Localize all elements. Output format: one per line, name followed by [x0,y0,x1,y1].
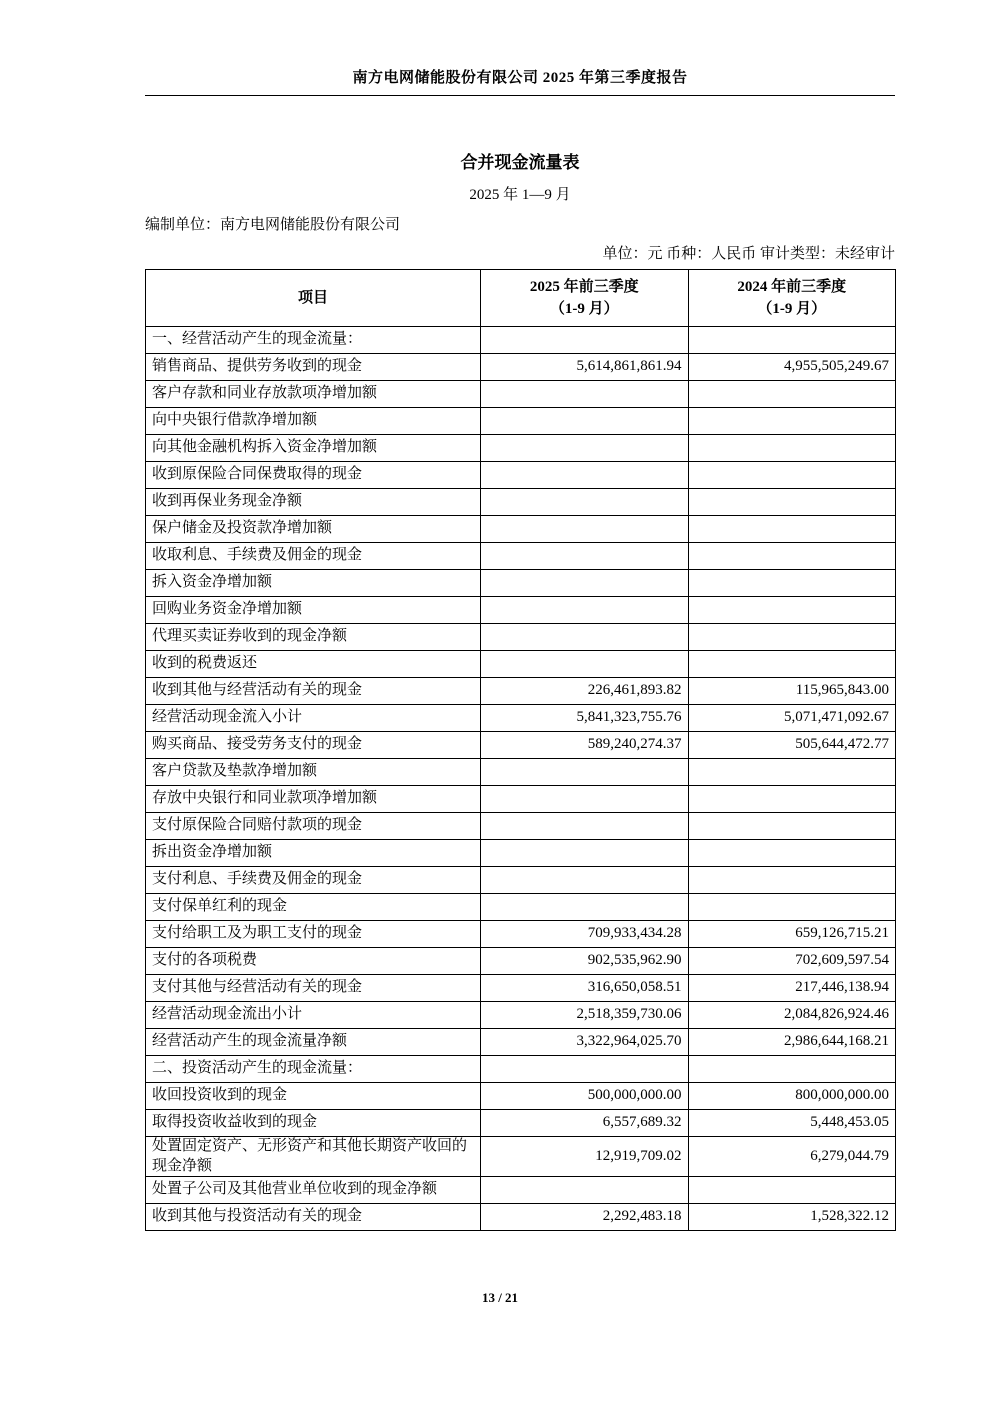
section-row [146,327,896,354]
table-row [146,1137,896,1177]
value-2025: 226,461,893.82 [481,678,689,705]
value-2024 [688,1056,896,1083]
row-label: 支付利息、手续费及佣金的现金 [146,867,481,894]
value-2025 [481,597,689,624]
table-header-row [146,270,896,327]
table-row [146,1110,896,1137]
table-row [146,489,896,516]
value-2025 [481,894,689,921]
cashflow-table-body [146,327,896,1231]
value-2024: 1,528,322.12 [688,1204,896,1231]
row-label: 经营活动现金流入小计 [146,705,481,732]
value-2025 [481,543,689,570]
row-label: 收到的税费返还 [146,651,481,678]
value-2025 [481,408,689,435]
row-label: 处置固定资产、无形资产和其他长期资产收回的现金净额 [146,1137,481,1177]
section-label: 二、投资活动产生的现金流量： [146,1056,481,1083]
value-2024 [688,867,896,894]
value-2024: 115,965,843.00 [688,678,896,705]
row-label: 收到其他与经营活动有关的现金 [146,678,481,705]
table-row [146,678,896,705]
value-2024 [688,651,896,678]
table-row [146,408,896,435]
value-2025 [481,786,689,813]
row-label: 收到其他与投资活动有关的现金 [146,1204,481,1231]
table-row [146,516,896,543]
value-2025: 902,535,962.90 [481,948,689,975]
value-2024 [688,543,896,570]
report-header-title: 南方电网储能股份有限公司 2025 年第三季度报告 [352,70,688,86]
value-2025 [481,759,689,786]
row-label: 向中央银行借款净增加额 [146,408,481,435]
row-label: 取得投资收益收到的现金 [146,1110,481,1137]
value-2025 [481,624,689,651]
row-label: 经营活动产生的现金流量净额 [146,1029,481,1056]
value-2025: 5,841,323,755.76 [481,705,689,732]
value-2024 [688,597,896,624]
value-2025 [481,489,689,516]
value-2024: 5,071,471,092.67 [688,705,896,732]
row-label: 支付的各项税费 [146,948,481,975]
page-number: 13 / 21 [481,1290,519,1305]
value-2024 [688,435,896,462]
table-row [146,786,896,813]
table-row [146,651,896,678]
row-label: 回购业务资金净增加额 [146,597,481,624]
section-row [146,1056,896,1083]
row-label: 支付原保险合同赔付款项的现金 [146,813,481,840]
table-row [146,705,896,732]
column-header-2024-line2: （1-9 月） [757,301,827,317]
value-2025 [481,840,689,867]
row-label: 保户储金及投资款净增加额 [146,516,481,543]
row-label: 客户贷款及垫款净增加额 [146,759,481,786]
value-2024: 5,448,453.05 [688,1110,896,1137]
value-2024 [688,840,896,867]
row-label: 代理买卖证券收到的现金净额 [146,624,481,651]
table-row [146,840,896,867]
table-row [146,597,896,624]
table-row [146,543,896,570]
value-2025 [481,381,689,408]
value-2025: 6,557,689.32 [481,1110,689,1137]
table-row [146,948,896,975]
row-label: 收取利息、手续费及佣金的现金 [146,543,481,570]
table-row [146,381,896,408]
table-row [146,759,896,786]
table-row [146,435,896,462]
table-row [146,624,896,651]
value-2024: 2,084,826,924.46 [688,1002,896,1029]
value-2025 [481,435,689,462]
column-header-item-label: 项目 [297,289,328,306]
row-label: 收回投资收到的现金 [146,1083,481,1110]
table-row [146,354,896,381]
row-label: 向其他金融机构拆入资金净增加额 [146,435,481,462]
value-2024 [688,327,896,354]
value-2024: 217,446,138.94 [688,975,896,1002]
value-2024 [688,489,896,516]
row-label: 客户存款和同业存放款项净增加额 [146,381,481,408]
value-2025: 2,292,483.18 [481,1204,689,1231]
column-header-2025-line2: （1-9 月） [549,301,619,317]
value-2024: 800,000,000.00 [688,1083,896,1110]
table-row [146,1083,896,1110]
value-2025 [481,867,689,894]
value-2025: 316,650,058.51 [481,975,689,1002]
value-2025 [481,813,689,840]
statement-title: 合并现金流量表 [460,153,580,172]
unit-currency-audit-line: 单位：元 币种：人民币 审计类型：未经审计 [602,246,895,262]
value-2025 [481,1056,689,1083]
table-row [146,1029,896,1056]
row-label: 支付保单红利的现金 [146,894,481,921]
row-label: 拆出资金净增加额 [146,840,481,867]
value-2024 [688,759,896,786]
row-label: 拆入资金净增加额 [146,570,481,597]
cashflow-table [145,269,896,1231]
table-row [146,813,896,840]
value-2025 [481,327,689,354]
value-2024 [688,381,896,408]
table-row [146,975,896,1002]
value-2025: 2,518,359,730.06 [481,1002,689,1029]
value-2024: 2,986,644,168.21 [688,1029,896,1056]
table-row [146,894,896,921]
value-2024 [688,570,896,597]
value-2024 [688,462,896,489]
value-2024: 659,126,715.21 [688,921,896,948]
table-row [146,1002,896,1029]
value-2024 [688,786,896,813]
table-row [146,867,896,894]
row-label: 收到再保业务现金净额 [146,489,481,516]
row-label: 存放中央银行和同业款项净增加额 [146,786,481,813]
value-2025: 500,000,000.00 [481,1083,689,1110]
value-2024 [688,408,896,435]
row-label: 支付给职工及为职工支付的现金 [146,921,481,948]
column-header-item [146,270,481,327]
column-header-2025 [481,270,689,327]
table-row [146,1204,896,1231]
value-2025: 12,919,709.02 [481,1137,689,1177]
value-2025 [481,462,689,489]
value-2024: 6,279,044.79 [688,1137,896,1177]
content-area [145,0,895,1231]
value-2025: 3,322,964,025.70 [481,1029,689,1056]
value-2025: 589,240,274.37 [481,732,689,759]
value-2025 [481,651,689,678]
table-row [146,462,896,489]
value-2024 [688,624,896,651]
value-2025 [481,570,689,597]
value-2025: 709,933,434.28 [481,921,689,948]
column-header-2025-line1: 2025 年前三季度 [529,278,639,295]
column-header-2024 [688,270,896,327]
row-label: 购买商品、接受劳务支付的现金 [146,732,481,759]
value-2025 [481,1177,689,1204]
value-2024: 505,644,472.77 [688,732,896,759]
row-label: 收到原保险合同保费取得的现金 [146,462,481,489]
preparer-line: 编制单位：南方电网储能股份有限公司 [145,217,401,233]
value-2024 [688,1177,896,1204]
table-row [146,732,896,759]
value-2024: 702,609,597.54 [688,948,896,975]
value-2024 [688,813,896,840]
row-label: 处置子公司及其他营业单位收到的现金净额 [146,1177,481,1204]
row-label: 经营活动现金流出小计 [146,1002,481,1029]
value-2024 [688,894,896,921]
table-row [146,570,896,597]
value-2025: 5,614,861,861.94 [481,354,689,381]
table-row [146,921,896,948]
column-header-2024-line1: 2024 年前三季度 [737,278,847,295]
statement-period: 2025 年 1—9 月 [469,187,571,203]
row-label: 支付其他与经营活动有关的现金 [146,975,481,1002]
row-label: 销售商品、提供劳务收到的现金 [146,354,481,381]
page-header [145,0,895,96]
value-2025 [481,516,689,543]
section-label: 一、经营活动产生的现金流量： [146,327,481,354]
value-2024: 4,955,505,249.67 [688,354,896,381]
table-row [146,1177,896,1204]
value-2024 [688,516,896,543]
